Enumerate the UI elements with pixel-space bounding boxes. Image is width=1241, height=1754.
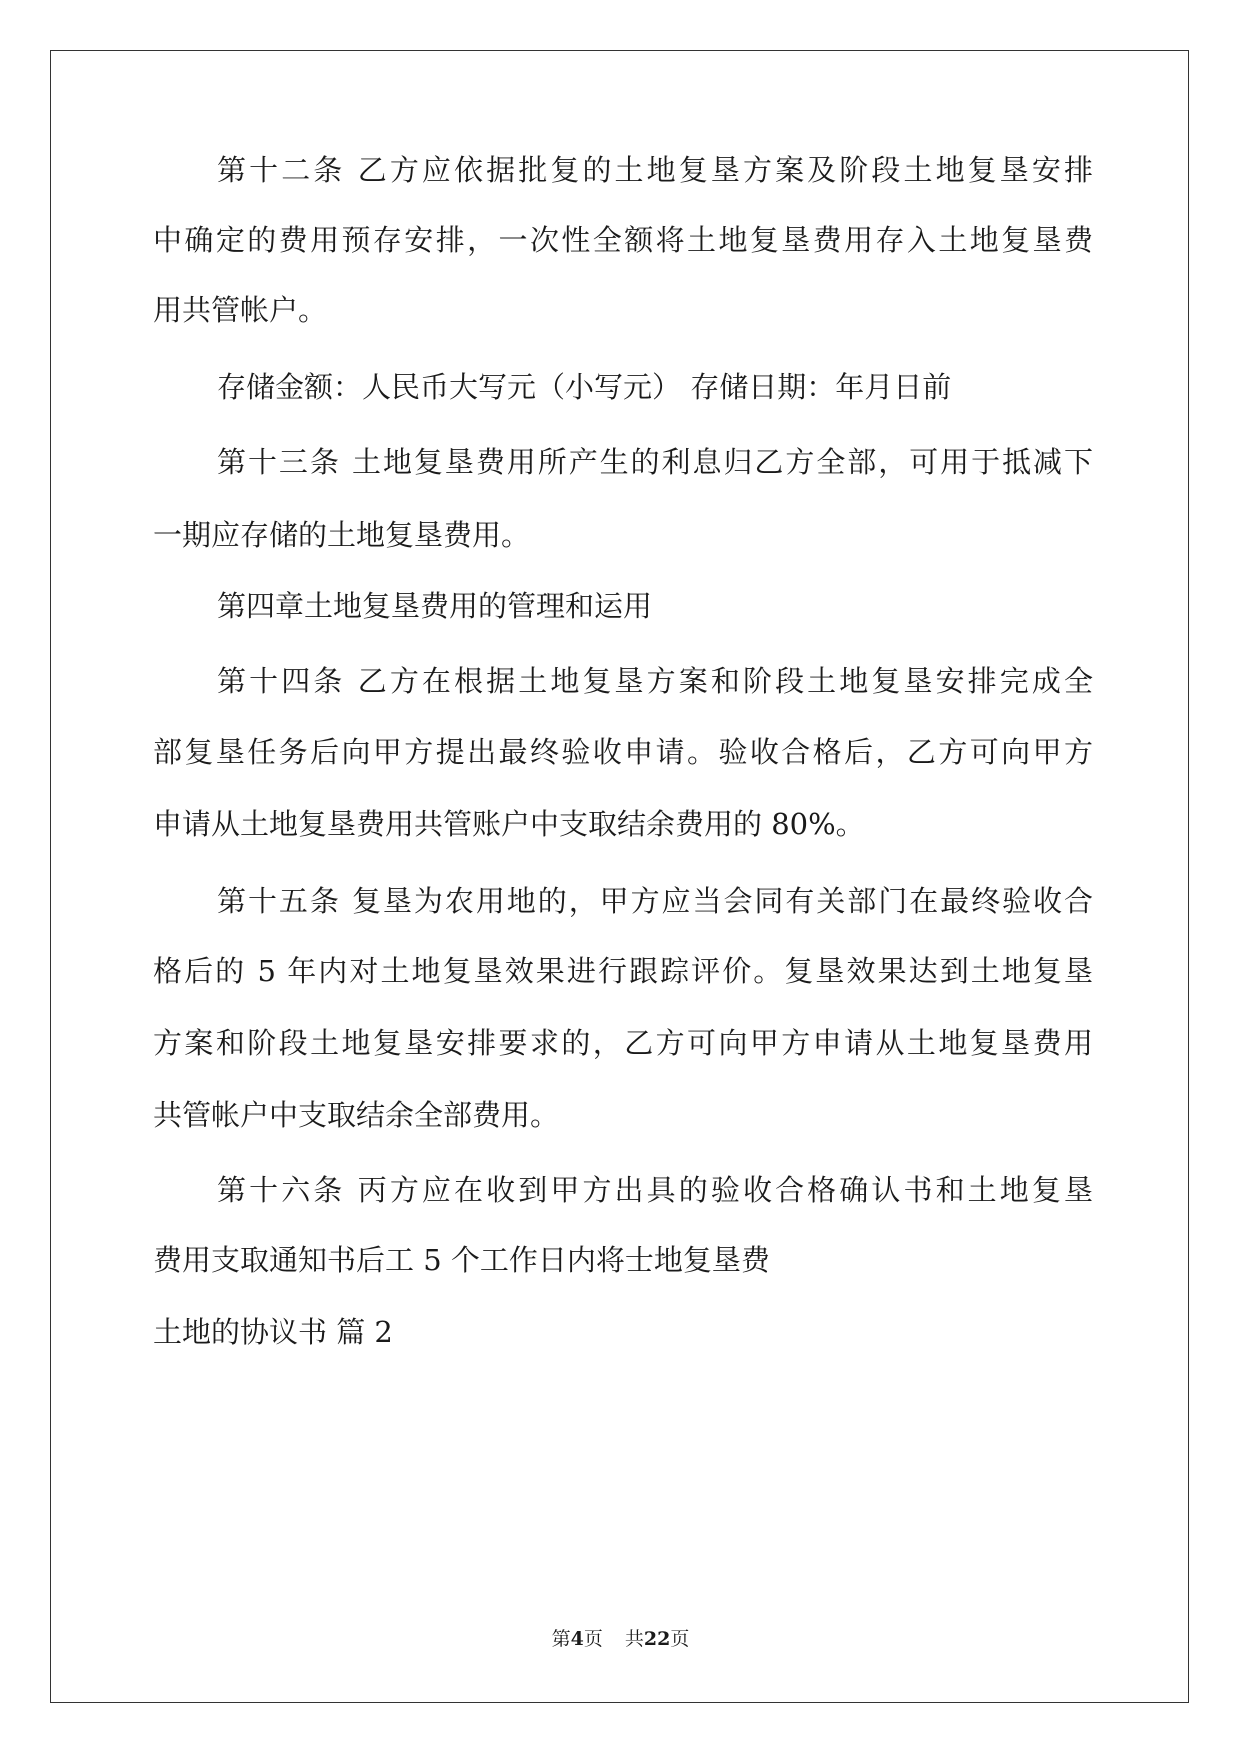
page-footer [0,1627,1241,1651]
paragraph-line: 格后的 5 年内对土地复垦效果进行跟踪评价。复垦效果达到土地复垦 [153,954,1093,988]
paragraph-line: 共管帐户中支取结余全部费用。 [153,1098,560,1132]
paragraph-line: 第十二条 乙方应依据批复的土地复垦方案及阶段土地复垦安排 [217,153,1093,187]
paragraph-line: 申请从土地复垦费用共管账户中支取结余费用的 80%。 [153,807,865,841]
paragraph-line: 用共管帐户。 [153,293,328,327]
footer-prefix: 第 [551,1628,571,1650]
paragraph-line: 部复垦任务后向甲方提出最终验收申请。验收合格后，乙方可向甲方 [153,735,1093,769]
footer-total-pages: 22 [643,1628,671,1650]
paragraph-line: 第十五条 复垦为农用地的，甲方应当会同有关部门在最终验收合 [217,884,1093,918]
paragraph-line: 第十三条 土地复垦费用所产生的利息归乙方全部，可用于抵减下 [217,445,1093,479]
footer-total-suffix: 页 [670,1628,690,1650]
footer-page-number: 4 [570,1628,584,1650]
chapter-heading: 第四章土地复垦费用的管理和运用 [217,589,653,623]
paragraph-line: 一期应存储的土地复垦费用。 [153,518,531,552]
footer-page-suffix: 页 [583,1628,603,1650]
section-heading: 土地的协议书 篇 2 [153,1315,393,1349]
footer-total-prefix: 共 [624,1628,644,1650]
paragraph-line: 第十六条 丙方应在收到甲方出具的验收合格确认书和土地复垦 [217,1173,1093,1207]
paragraph-line: 费用支取通知书后工 5 个工作日内将士地复垦费 [153,1243,770,1277]
paragraph-line: 第十四条 乙方在根据土地复垦方案和阶段土地复垦安排完成全 [217,664,1093,698]
paragraph-line: 存储金额：人民币大写元（小写元） 存储日期：年月日前 [217,370,952,404]
paragraph-line: 方案和阶段土地复垦安排要求的，乙方可向甲方申请从土地复垦费用 [153,1026,1093,1060]
paragraph-line: 中确定的费用预存安排，一次性全额将土地复垦费用存入土地复垦费 [153,223,1093,257]
